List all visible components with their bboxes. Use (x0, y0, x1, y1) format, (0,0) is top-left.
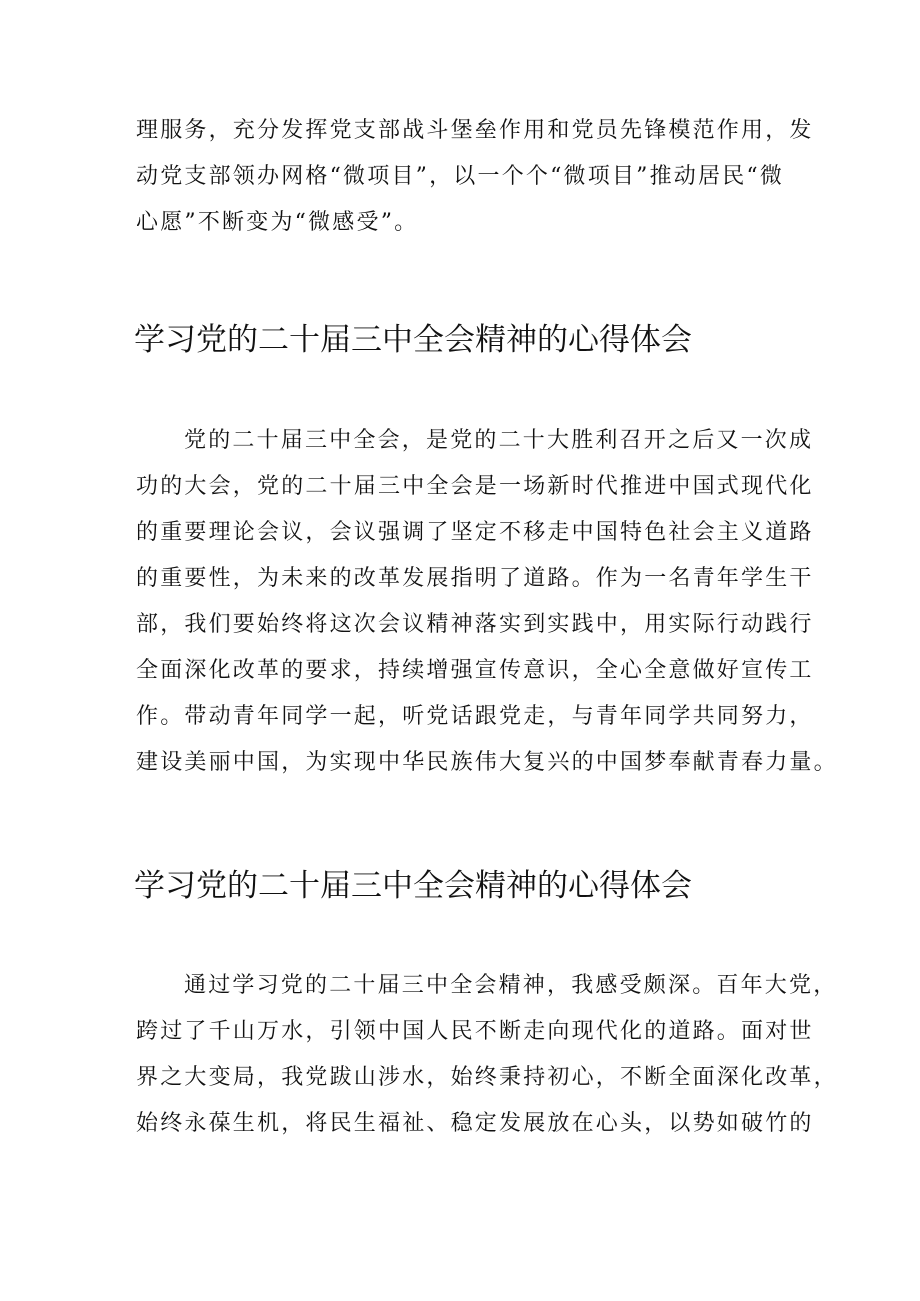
section-1-body (136, 418, 838, 786)
text-line: 心愿”不断变为“微感受”。 (136, 210, 419, 235)
text-line: 始终永葆生机，将民生福祉、稳定发展放在心头，以势如破竹的 (136, 1111, 814, 1136)
text-line: 功的大会，党的二十届三中全会是一场新时代推进中国式现代化 (136, 474, 814, 499)
text-line: 党的二十届三中全会，是党的二十大胜利召开之后又一次成 (184, 428, 814, 453)
text-line: 部，我们要始终将这次会议精神落实到实践中，用实际行动践行 (136, 612, 814, 637)
text-line: 动党支部领办网格“微项目”，以一个个“微项目”推动居民“微 (136, 164, 785, 189)
paragraph-continued (136, 108, 814, 246)
text-line: 作。带动青年同学一起，听党话跟党走，与青年同学共同努力， (136, 704, 814, 729)
text-line: 建设美丽中国，为实现中华民族伟大复兴的中国梦奉献青春力量。 (136, 750, 838, 775)
text-line: 全面深化改革的要求，持续增强宣传意识，全心全意做好宣传工 (136, 658, 814, 683)
text-line: 通过学习党的二十届三中全会精神，我感受颇深。百年大党， (184, 973, 838, 998)
section-heading: 学习党的二十届三中全会精神的心得体会 (134, 322, 692, 358)
text-line: 跨过了千山万水，引领中国人民不断走向现代化的道路。面对世 (136, 1019, 814, 1044)
text-line: 的重要性，为未来的改革发展指明了道路。作为一名青年学生干 (136, 566, 814, 591)
text-line: 的重要理论会议，会议强调了坚定不移走中国特色社会主义道路 (136, 520, 814, 545)
text-line: 界之大变局，我党跋山涉水，始终秉持初心，不断全面深化改革， (136, 1065, 838, 1090)
section-heading: 学习党的二十届三中全会精神的心得体会 (134, 868, 692, 904)
text-line: 理服务，充分发挥党支部战斗堡垒作用和党员先锋模范作用，发 (136, 118, 814, 143)
section-2-body (136, 963, 838, 1147)
